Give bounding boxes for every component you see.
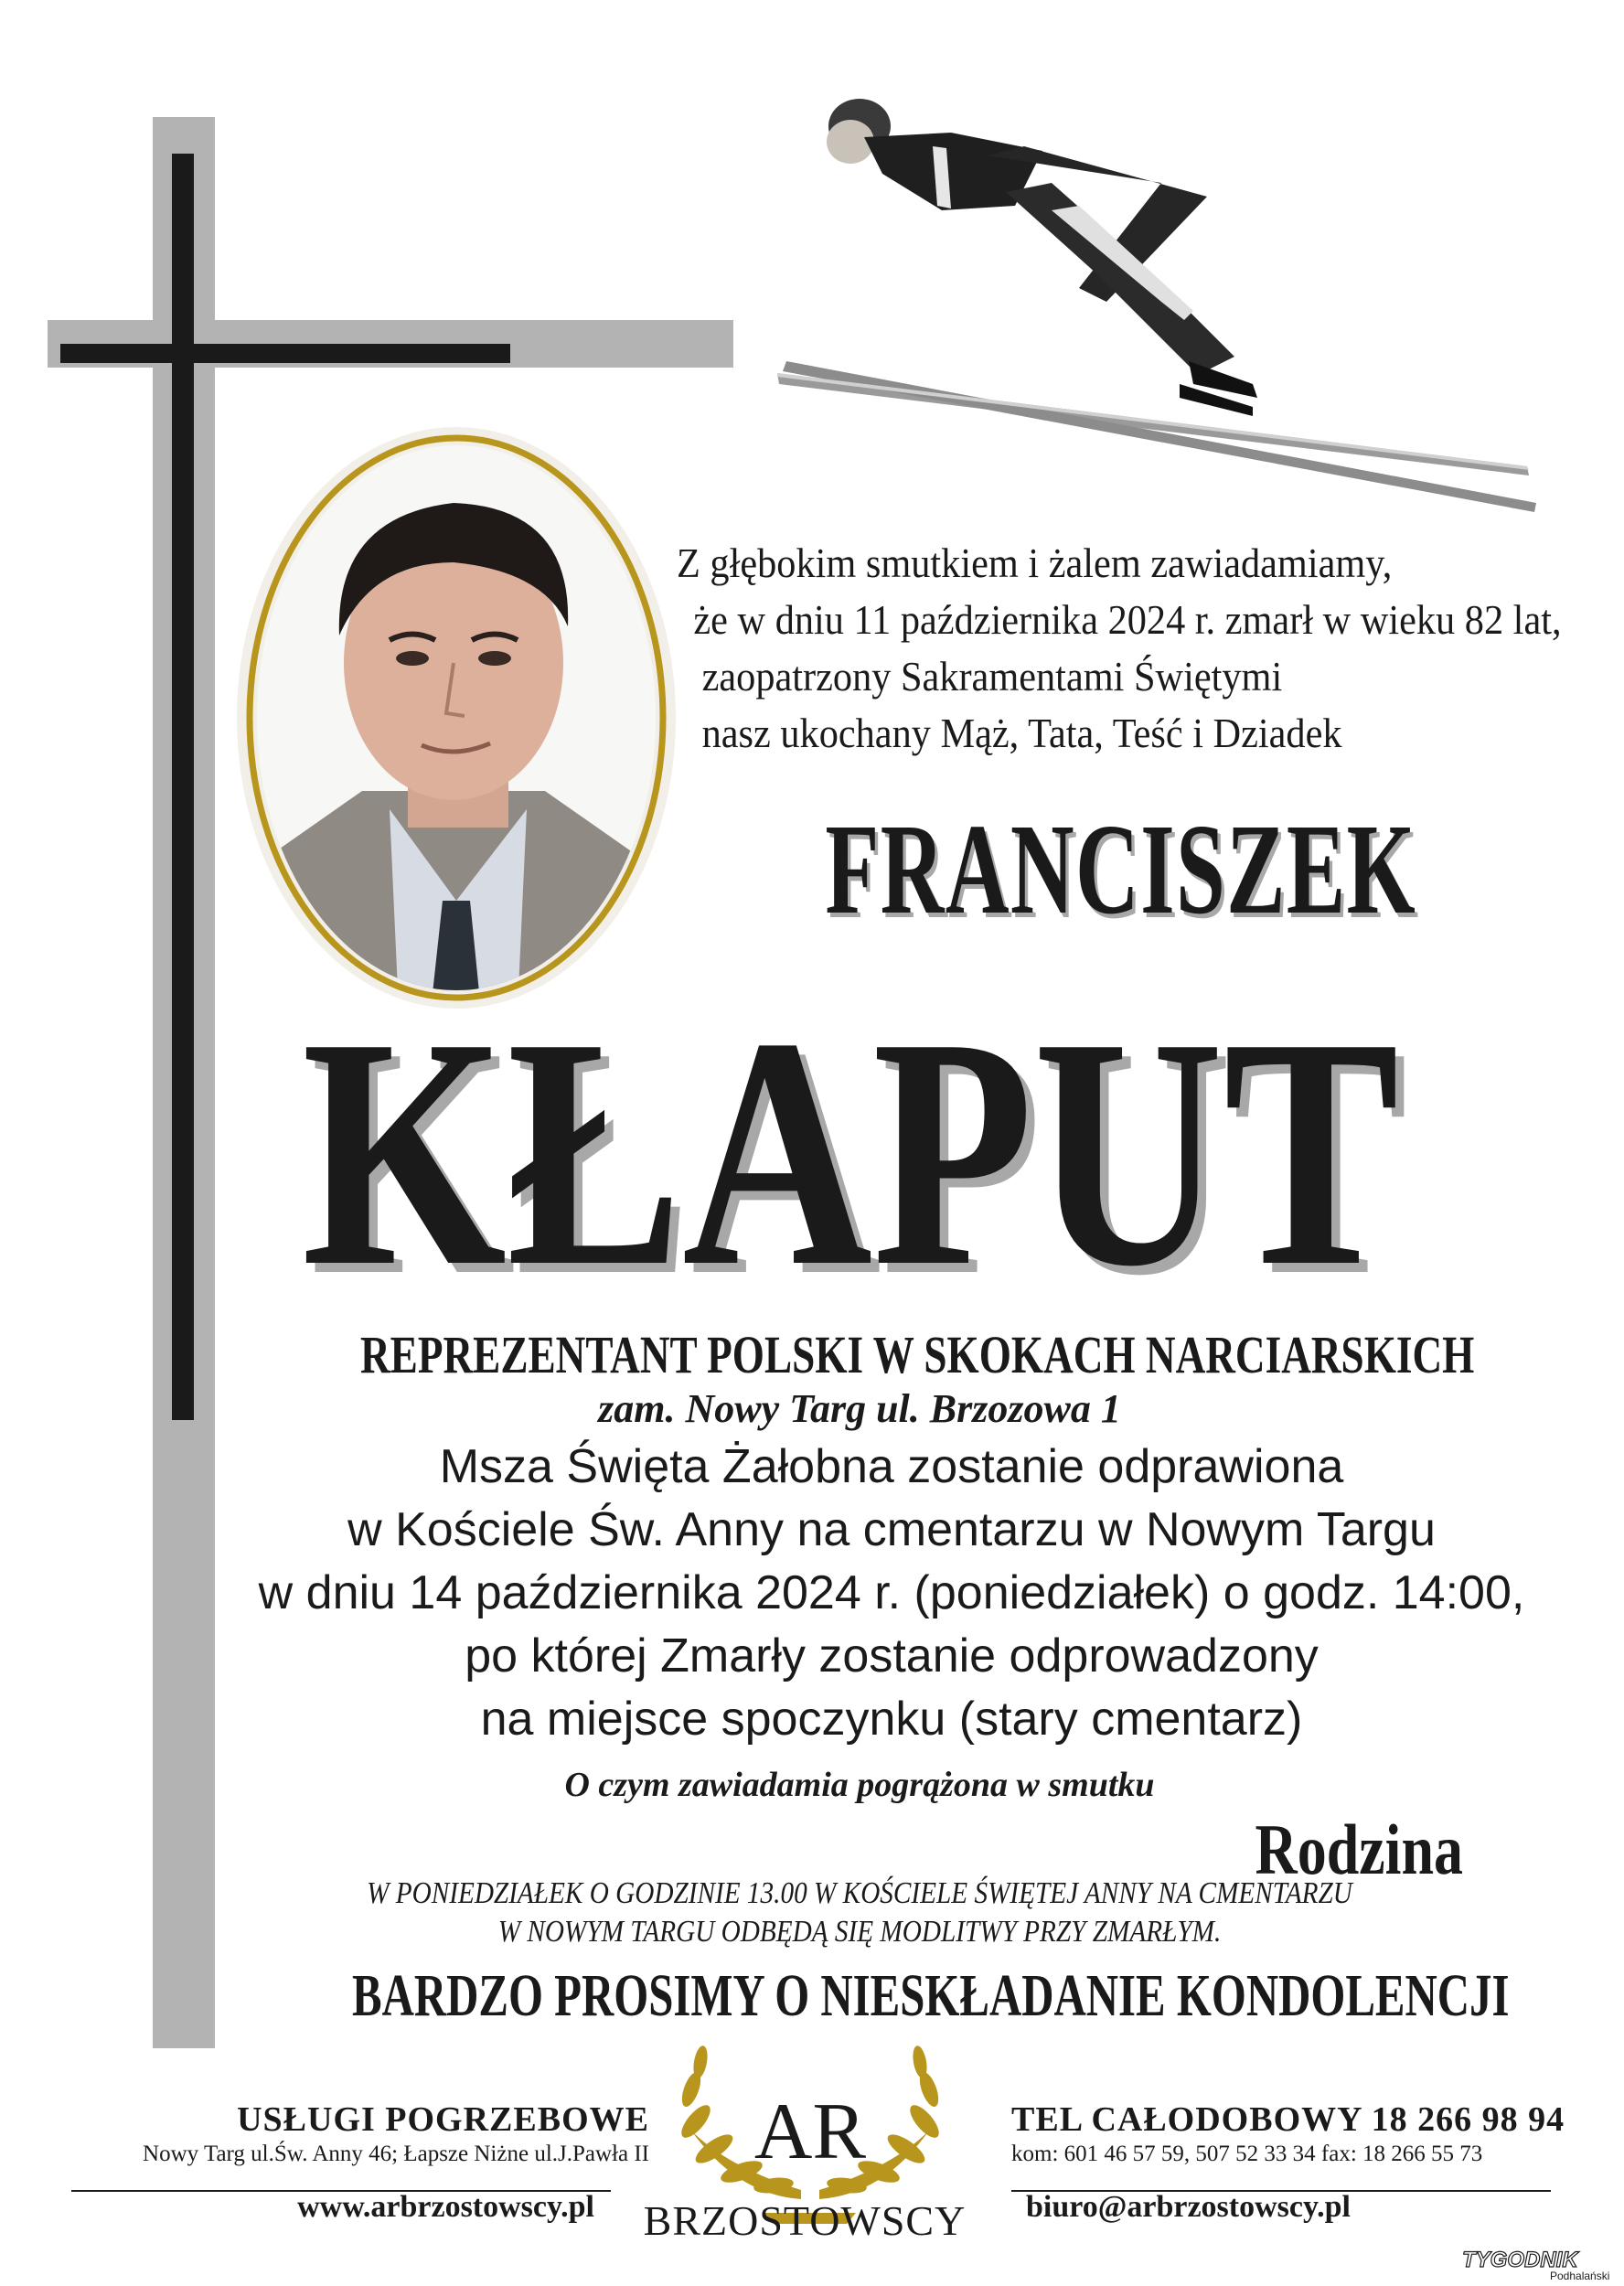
- email-link[interactable]: biuro@arbrzostowscy.pl: [1026, 2190, 1351, 2224]
- mass-info: [192, 1436, 1591, 1751]
- prayer-line-2: W NOWYM TARGU ODBĘDĄ SIĘ MODLITWY PRZY ZMARŁYM.: [497, 1915, 1222, 1949]
- phone-numbers: kom: 601 46 57 59, 507 52 33 34 fax: 18 266 55 73: [1011, 2142, 1483, 2166]
- logo-letters: AR: [753, 2088, 867, 2176]
- intro-line-3: zaopatrzony Sakramentami Świętymi: [701, 653, 1283, 700]
- funeral-services-address: Nowy Targ ul.Św. Anny 46; Łapsze Niżne ul.J.Pawła II: [143, 2142, 649, 2166]
- intro-line-1: Z głębokim smutkiem i żalem zawiadamiamy,: [677, 539, 1393, 586]
- prayer-line-1: W PONIEDZIAŁEK O GODZINIE 13.00 W KOŚCIELE ŚWIĘTEJ ANNY NA CMENTARZU: [367, 1876, 1352, 1910]
- portrait-photo: [234, 425, 678, 1010]
- website-link[interactable]: www.arbrzostowscy.pl: [297, 2190, 594, 2224]
- intro-text: [677, 535, 1582, 762]
- funeral-services-title: USŁUGI POGRZEBOWE: [237, 2100, 649, 2139]
- intro-line-4: nasz ukochany Mąż, Tata, Teść i Dziadek: [701, 710, 1342, 756]
- deceased-title: REPREZENTANT POLSKI W SKOKACH NARCIARSKICH: [360, 1325, 1475, 1384]
- first-name: FRANCISZEK: [825, 796, 1417, 941]
- mass-line-3: w dniu 14 października 2024 r. (poniedziałek) o godz. 14:00,: [258, 1566, 1525, 1619]
- watermark-logo: [1458, 2245, 1614, 2283]
- phone-title: TEL CAŁODOBOWY 18 266 98 94: [1011, 2100, 1565, 2139]
- mass-line-2: w Kościele Św. Anny na cmentarzu w Nowym Targu: [347, 1503, 1436, 1556]
- prayer-note: [219, 1875, 1500, 1951]
- intro-line-2: że w dniu 11 października 2024 r. zmarł w wieku 82 lat,: [693, 596, 1562, 643]
- last-name: KŁAPUT: [302, 969, 1400, 1334]
- mass-line-5: na miejsce spoczynku (stary cmentarz): [480, 1693, 1303, 1746]
- watermark-sub: Podhalański: [1550, 2270, 1610, 2282]
- condolence-request: BARDZO PROSIMY O NIESKŁADANIE KONDOLENCJI: [352, 1962, 1510, 2029]
- deceased-address: zam. Nowy Targ ul. Brzozowa 1: [598, 1386, 1121, 1431]
- mass-line-4: po której Zmarły zostanie odprowadzony: [465, 1629, 1319, 1682]
- watermark-brand: TYGODNIK: [1462, 2248, 1578, 2272]
- cross-bar: [60, 344, 510, 363]
- announcer-text: O czym zawiadamia pogrążona w smutku: [564, 1766, 1155, 1804]
- family-name: Rodzina: [1255, 1810, 1463, 1889]
- brand-name: BRZOSTOWSCY: [643, 2197, 967, 2244]
- ski-jumper-photo: [777, 82, 1555, 539]
- mass-line-1: Msza Święta Żałobna zostanie odprawiona: [439, 1440, 1344, 1493]
